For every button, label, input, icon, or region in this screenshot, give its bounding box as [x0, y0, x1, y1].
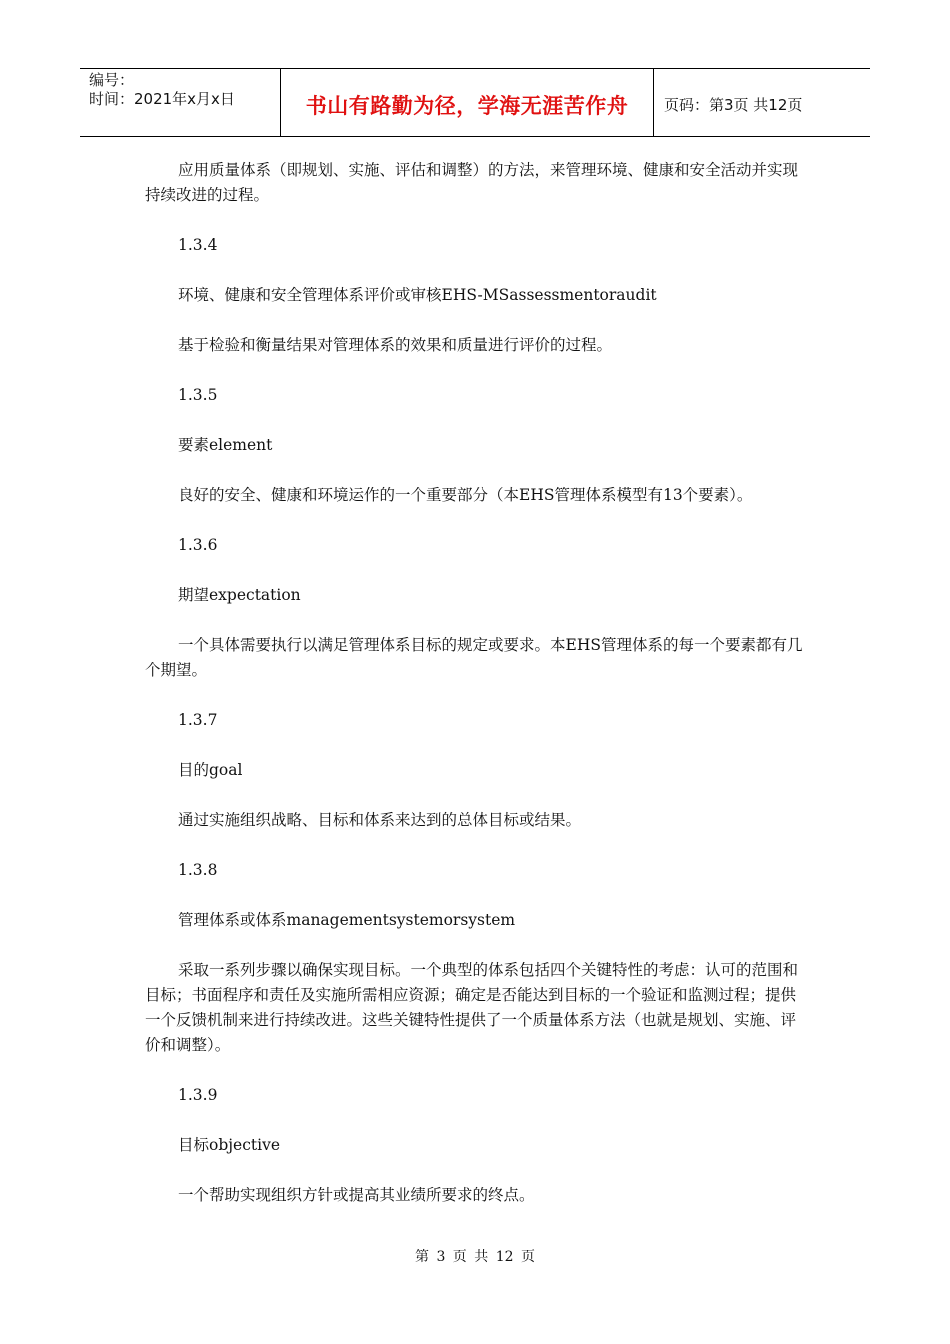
- motto-text: 书山有路勤为径，学海无涯苦作舟: [305, 93, 629, 118]
- header-motto-cell: [281, 69, 654, 136]
- section-number: 1.3.5: [178, 386, 218, 404]
- header-meta: [80, 69, 281, 136]
- paragraph: 应用质量体系（即规划、实施、评估和调整）的方法，来管理环境、健康和安全活动并实现持续改进的过程。: [145, 161, 799, 204]
- page-header: [80, 68, 870, 137]
- page-footer: 第 3 页 共 12 页: [415, 1249, 535, 1265]
- document-body: [145, 158, 810, 1233]
- paragraph: 采取一系列步骤以确保实现目标。一个典型的体系包括四个关键特性的考虑：认可的范围和目标；书面程序和责任及实施所需相应资源；确定是否能达到目标的一个验证和监测过程；提供一个反馈机制来进行持续改进。这些关键特性提供了一个质量体系方法（也就是规划、实施、评价和调整）。: [145, 961, 799, 1054]
- paragraph: 良好的安全、健康和环境运作的一个重要部分（本EHS管理体系模型有13个要素）。: [178, 486, 753, 504]
- section-number: 1.3.6: [178, 536, 218, 554]
- term-heading: 目标objective: [178, 1136, 281, 1154]
- section-number: 1.3.4: [178, 236, 218, 254]
- term-heading: 管理体系或体系managementsystemorsystem: [178, 911, 516, 929]
- time-label: 时间：2021年x月x日: [89, 90, 235, 108]
- section-number: 1.3.7: [178, 711, 218, 729]
- term-heading: 期望expectation: [178, 586, 301, 604]
- term-heading: 目的goal: [178, 761, 243, 779]
- header-page-info: 页码：第3页 共12页: [664, 96, 803, 114]
- section-number: 1.3.8: [178, 861, 218, 879]
- term-heading: 要素element: [178, 436, 273, 454]
- paragraph: 基于检验和衡量结果对管理体系的效果和质量进行评价的过程。: [178, 336, 613, 354]
- term-heading: 环境、健康和安全管理体系评价或审核EHS-MSassessmentoraudit: [178, 286, 657, 304]
- paragraph: 一个帮助实现组织方针或提高其业绩所要求的终点。: [178, 1186, 535, 1204]
- code-label: 编号：: [89, 71, 135, 89]
- paragraph: 通过实施组织战略、目标和体系来达到的总体目标或结果。: [178, 811, 582, 829]
- section-number: 1.3.9: [178, 1086, 218, 1104]
- paragraph: 一个具体需要执行以满足管理体系目标的规定或要求。本EHS管理体系的每一个要素都有几个期望。: [145, 636, 803, 679]
